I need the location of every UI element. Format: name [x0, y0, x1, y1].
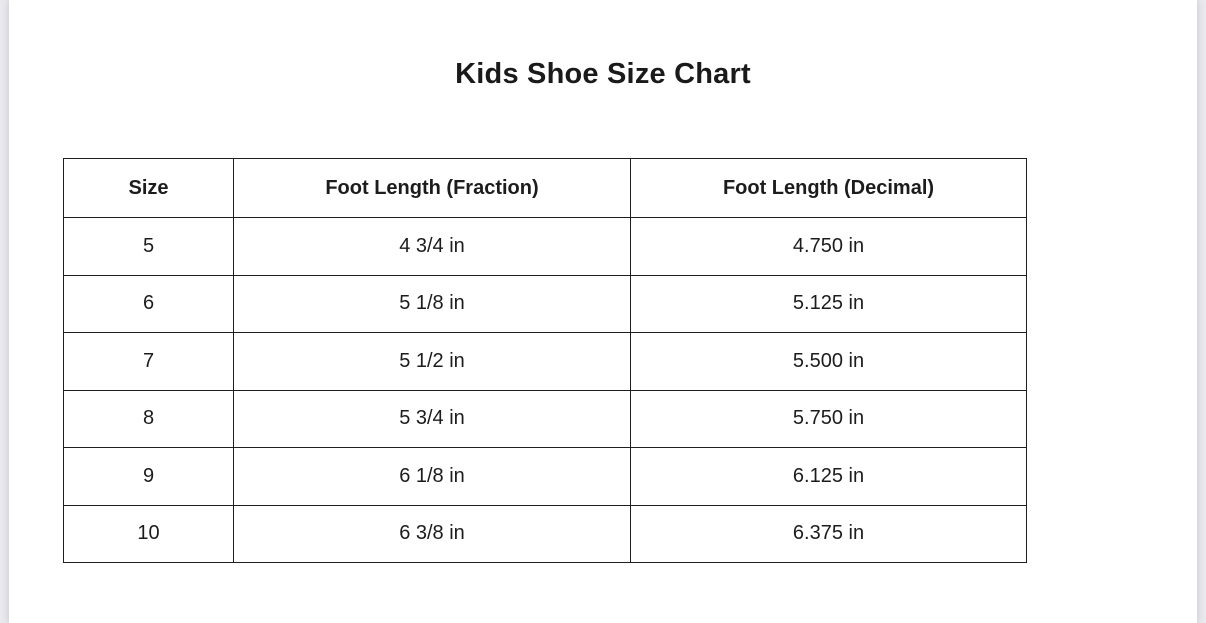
cell-size: 7: [64, 333, 234, 391]
cell-size: 8: [64, 390, 234, 448]
cell-foot-length-fraction: 4 3/4 in: [234, 218, 631, 276]
cell-size: 9: [64, 448, 234, 506]
cell-foot-length-decimal: 4.750 in: [631, 218, 1027, 276]
cell-foot-length-fraction: 5 1/2 in: [234, 333, 631, 391]
cell-foot-length-fraction: 5 1/8 in: [234, 275, 631, 333]
cell-size: 5: [64, 218, 234, 276]
cell-foot-length-fraction: 5 3/4 in: [234, 390, 631, 448]
cell-foot-length-fraction: 6 1/8 in: [234, 448, 631, 506]
table-row: [64, 218, 1027, 276]
document-page: [9, 0, 1197, 623]
column-header-fraction: Foot Length (Fraction): [234, 159, 631, 218]
cell-size: 10: [64, 505, 234, 563]
cell-foot-length-decimal: 5.500 in: [631, 333, 1027, 391]
cell-foot-length-decimal: 5.750 in: [631, 390, 1027, 448]
column-header-decimal: Foot Length (Decimal): [631, 159, 1027, 218]
table-header-row: [64, 159, 1027, 218]
cell-foot-length-decimal: 6.375 in: [631, 505, 1027, 563]
cell-size: 6: [64, 275, 234, 333]
table-row: [64, 505, 1027, 563]
cell-foot-length-fraction: 6 3/8 in: [234, 505, 631, 563]
table-row: [64, 333, 1027, 391]
table-row: [64, 275, 1027, 333]
column-header-size: Size: [64, 159, 234, 218]
table-row: [64, 448, 1027, 506]
shoe-size-table: [63, 158, 1027, 563]
page-title: Kids Shoe Size Chart: [455, 58, 751, 90]
cell-foot-length-decimal: 5.125 in: [631, 275, 1027, 333]
table-row: [64, 390, 1027, 448]
cell-foot-length-decimal: 6.125 in: [631, 448, 1027, 506]
